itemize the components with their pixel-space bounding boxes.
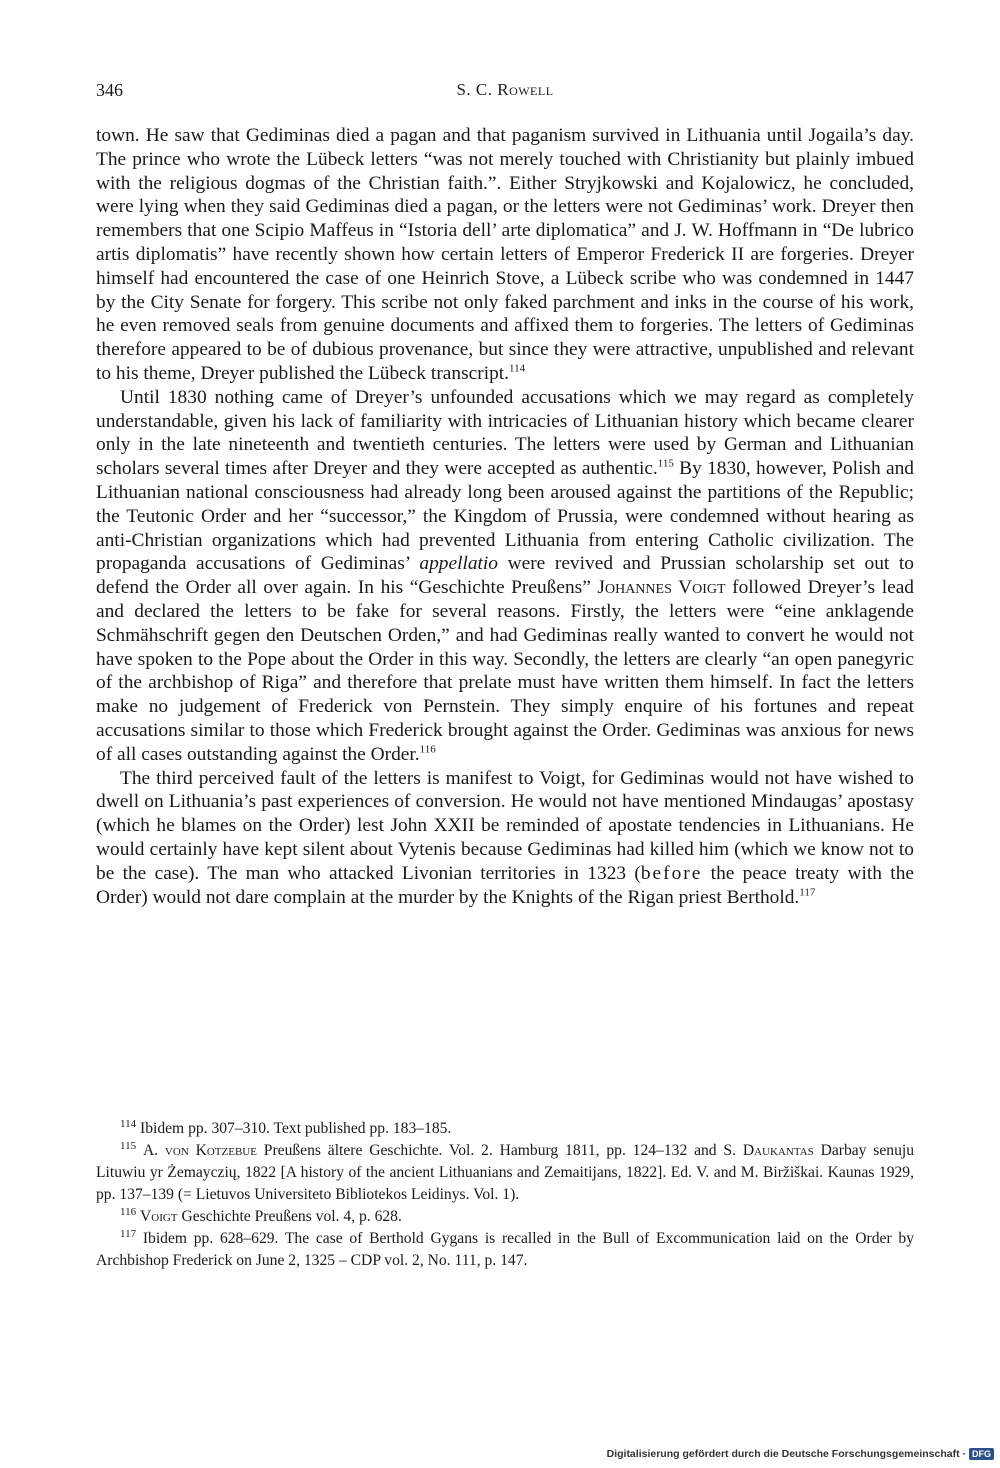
footnote-text: Preußens ältere Geschichte. Vol. 2. Hamburg 1811, pp. 124–132 and S. bbox=[256, 1142, 743, 1159]
footnote-text: Ibidem pp. 628–629. The case of Berthold Gygans is recalled in the Bull of Excommunication laid on the Order by Archbishop Frederick on June 2, 1325 – CDP vol. 2, No. 111, p. 147. bbox=[96, 1230, 914, 1269]
body-text bbox=[96, 124, 914, 909]
footnote-author: A. von Kotzebue bbox=[142, 1142, 257, 1159]
page-header bbox=[96, 80, 914, 104]
footnote-117 bbox=[96, 1228, 914, 1272]
footnote-ref-114: 114 bbox=[509, 362, 526, 375]
paragraph-1-text: town. He saw that Gediminas died a pagan and that paganism survived in Lithuania until Jogaila’s day. The prince who wrote the Lübeck letters “was not merely touched with Christianity but plainly imbued with the religious dogmas of the Christian faith.”. Either Stryjkowski and Kojalowicz, he concluded, were lying when they said Gediminas died a pagan, or the letters were not Gediminas’ work. Dreyer then remembers that one Scipio Maffeus in “Istoria dell’ arte diplomatica” and J. W. Hoffmann in “De lubrico artis diplomatis” have recently shown how certain letters of Emperor Frederick II are forgeries. Dreyer himself had encountered the case of one Heinrich Stove, a Lübeck scribe who was condemned in 1447 by the City Senate for forgery. This scribe not only faked parchment and inks in the course of his work, he even removed seals from genuine documents and affixed them to forgeries. The letters of Gediminas therefore appeared to be of dubious provenance, but since they were attractive, unpublished and relevant to his theme, Dreyer published the Lübeck transcript. bbox=[96, 125, 914, 384]
footnote-author: Voigt bbox=[140, 1208, 178, 1225]
running-head: S. C. Rowell bbox=[456, 80, 554, 99]
footnote-number: 114 bbox=[120, 1117, 137, 1130]
paragraph-3-text-a: The third perceived fault of the letters is manifest to Voigt, for Gediminas would not have wished to dwell on Lithuania’s past experiences of conversion. He would not have mentioned Mindaugas’ apostasy (which he blames on the Order) lest John XXII be reminded of apostate tendencies in Lithuanians. He would certainly have kept silent about Vytenis because Gediminas had killed him (which we know not to be the case). The man who attacked Livonian territories in 1323 ( bbox=[96, 767, 914, 884]
footnote-number: 115 bbox=[120, 1139, 137, 1152]
dfg-logo-icon: DFG bbox=[969, 1448, 994, 1460]
page-number: 346 bbox=[96, 80, 123, 100]
spaced-word: before bbox=[640, 862, 703, 884]
footnote-ref-115: 115 bbox=[657, 457, 674, 470]
paragraph-3-text-b: the peace treaty with the Order) would not dare complain at the murder by the Knights of the Rigan priest Berthold. bbox=[96, 862, 914, 908]
italic-term: appellatio bbox=[419, 553, 499, 575]
paragraph-2-text-a: Until 1830 nothing came of Dreyer’s unfounded accusations which we may regard as completely understandable, given his lack of familiarity with intricacies of Lithuanian history which became clearer only in the late nineteenth and twentieth centuries. The letters were used by German and Lithuanian scholars several times after Dreyer and they were accepted as authentic. bbox=[96, 386, 914, 480]
paragraph-3 bbox=[96, 767, 914, 910]
footnote-number: 117 bbox=[120, 1227, 137, 1240]
paragraph-2 bbox=[96, 386, 914, 767]
footnote-author: Daukantas bbox=[742, 1142, 814, 1159]
footnote-ref-116: 116 bbox=[419, 743, 436, 756]
footnote-text: Ibidem pp. 307–310. Text published pp. 183–185. bbox=[140, 1120, 452, 1137]
footnote-number: 116 bbox=[120, 1205, 137, 1218]
footnote-115 bbox=[96, 1140, 914, 1206]
credit-text: Digitalisierung gefördert durch die Deutsche Forschungsgemeinschaft · bbox=[606, 1448, 966, 1460]
author-name: Johannes Voigt bbox=[597, 577, 726, 599]
paragraph-2-text-b: By 1830, however, Polish and Lithuanian national consciousness had already long been aroused against the partitions of the Republic; the Teutonic Order and her “successor,” the Kingdom of Prussia, were condemned without hearing as anti-Christian organizations which had prevented Lithuania from entering Catholic civilization. The propaganda accusations of Gediminas’ bbox=[96, 458, 914, 575]
footnote-text: Darbay senuju Lituwiu yr Żemayczių, 1822 [A history of the ancient Lithuanians and Zemaitijans, 1822]. Ed. V. and M. Biržiškai. Kaunas 1929, pp. 137–139 (= Lietuvos Universiteto Bibliotekos Leidinys. Vol. 1). bbox=[96, 1142, 914, 1203]
footnote-text: Geschichte Preußens vol. 4, p. 628. bbox=[177, 1208, 402, 1225]
paragraph-2-text-c: were revived and Prussian scholarship set out to defend the Order all over again. In his “Geschichte Preußens” bbox=[96, 553, 914, 599]
footnote-114 bbox=[96, 1118, 914, 1140]
footnotes bbox=[96, 1118, 914, 1272]
paragraph-2-text-d: followed Dreyer’s lead and declared the letters to be fake for several reasons. Firstly, the letters were “eine anklagende Schmähschrift gegen den Deutschen Orden,” and had Gediminas really wanted to convert he would not have spoken to the Pope about the Order in this way. Secondly, the letters are clearly “an open panegyric of the archbishop of Riga” and therefore that prelate must have written them himself. In fact the letters make no judgement of Frederick von Pernstein. They simply enquire of his fortunes and repeat accusations similar to those which Frederick brought against the Order. Gediminas was anxious for news of all cases outstanding against the Order. bbox=[96, 577, 914, 765]
paragraph-1 bbox=[96, 124, 914, 386]
digitization-credit bbox=[607, 1448, 994, 1460]
footnote-ref-117: 117 bbox=[799, 886, 816, 899]
footnote-116 bbox=[96, 1206, 914, 1228]
